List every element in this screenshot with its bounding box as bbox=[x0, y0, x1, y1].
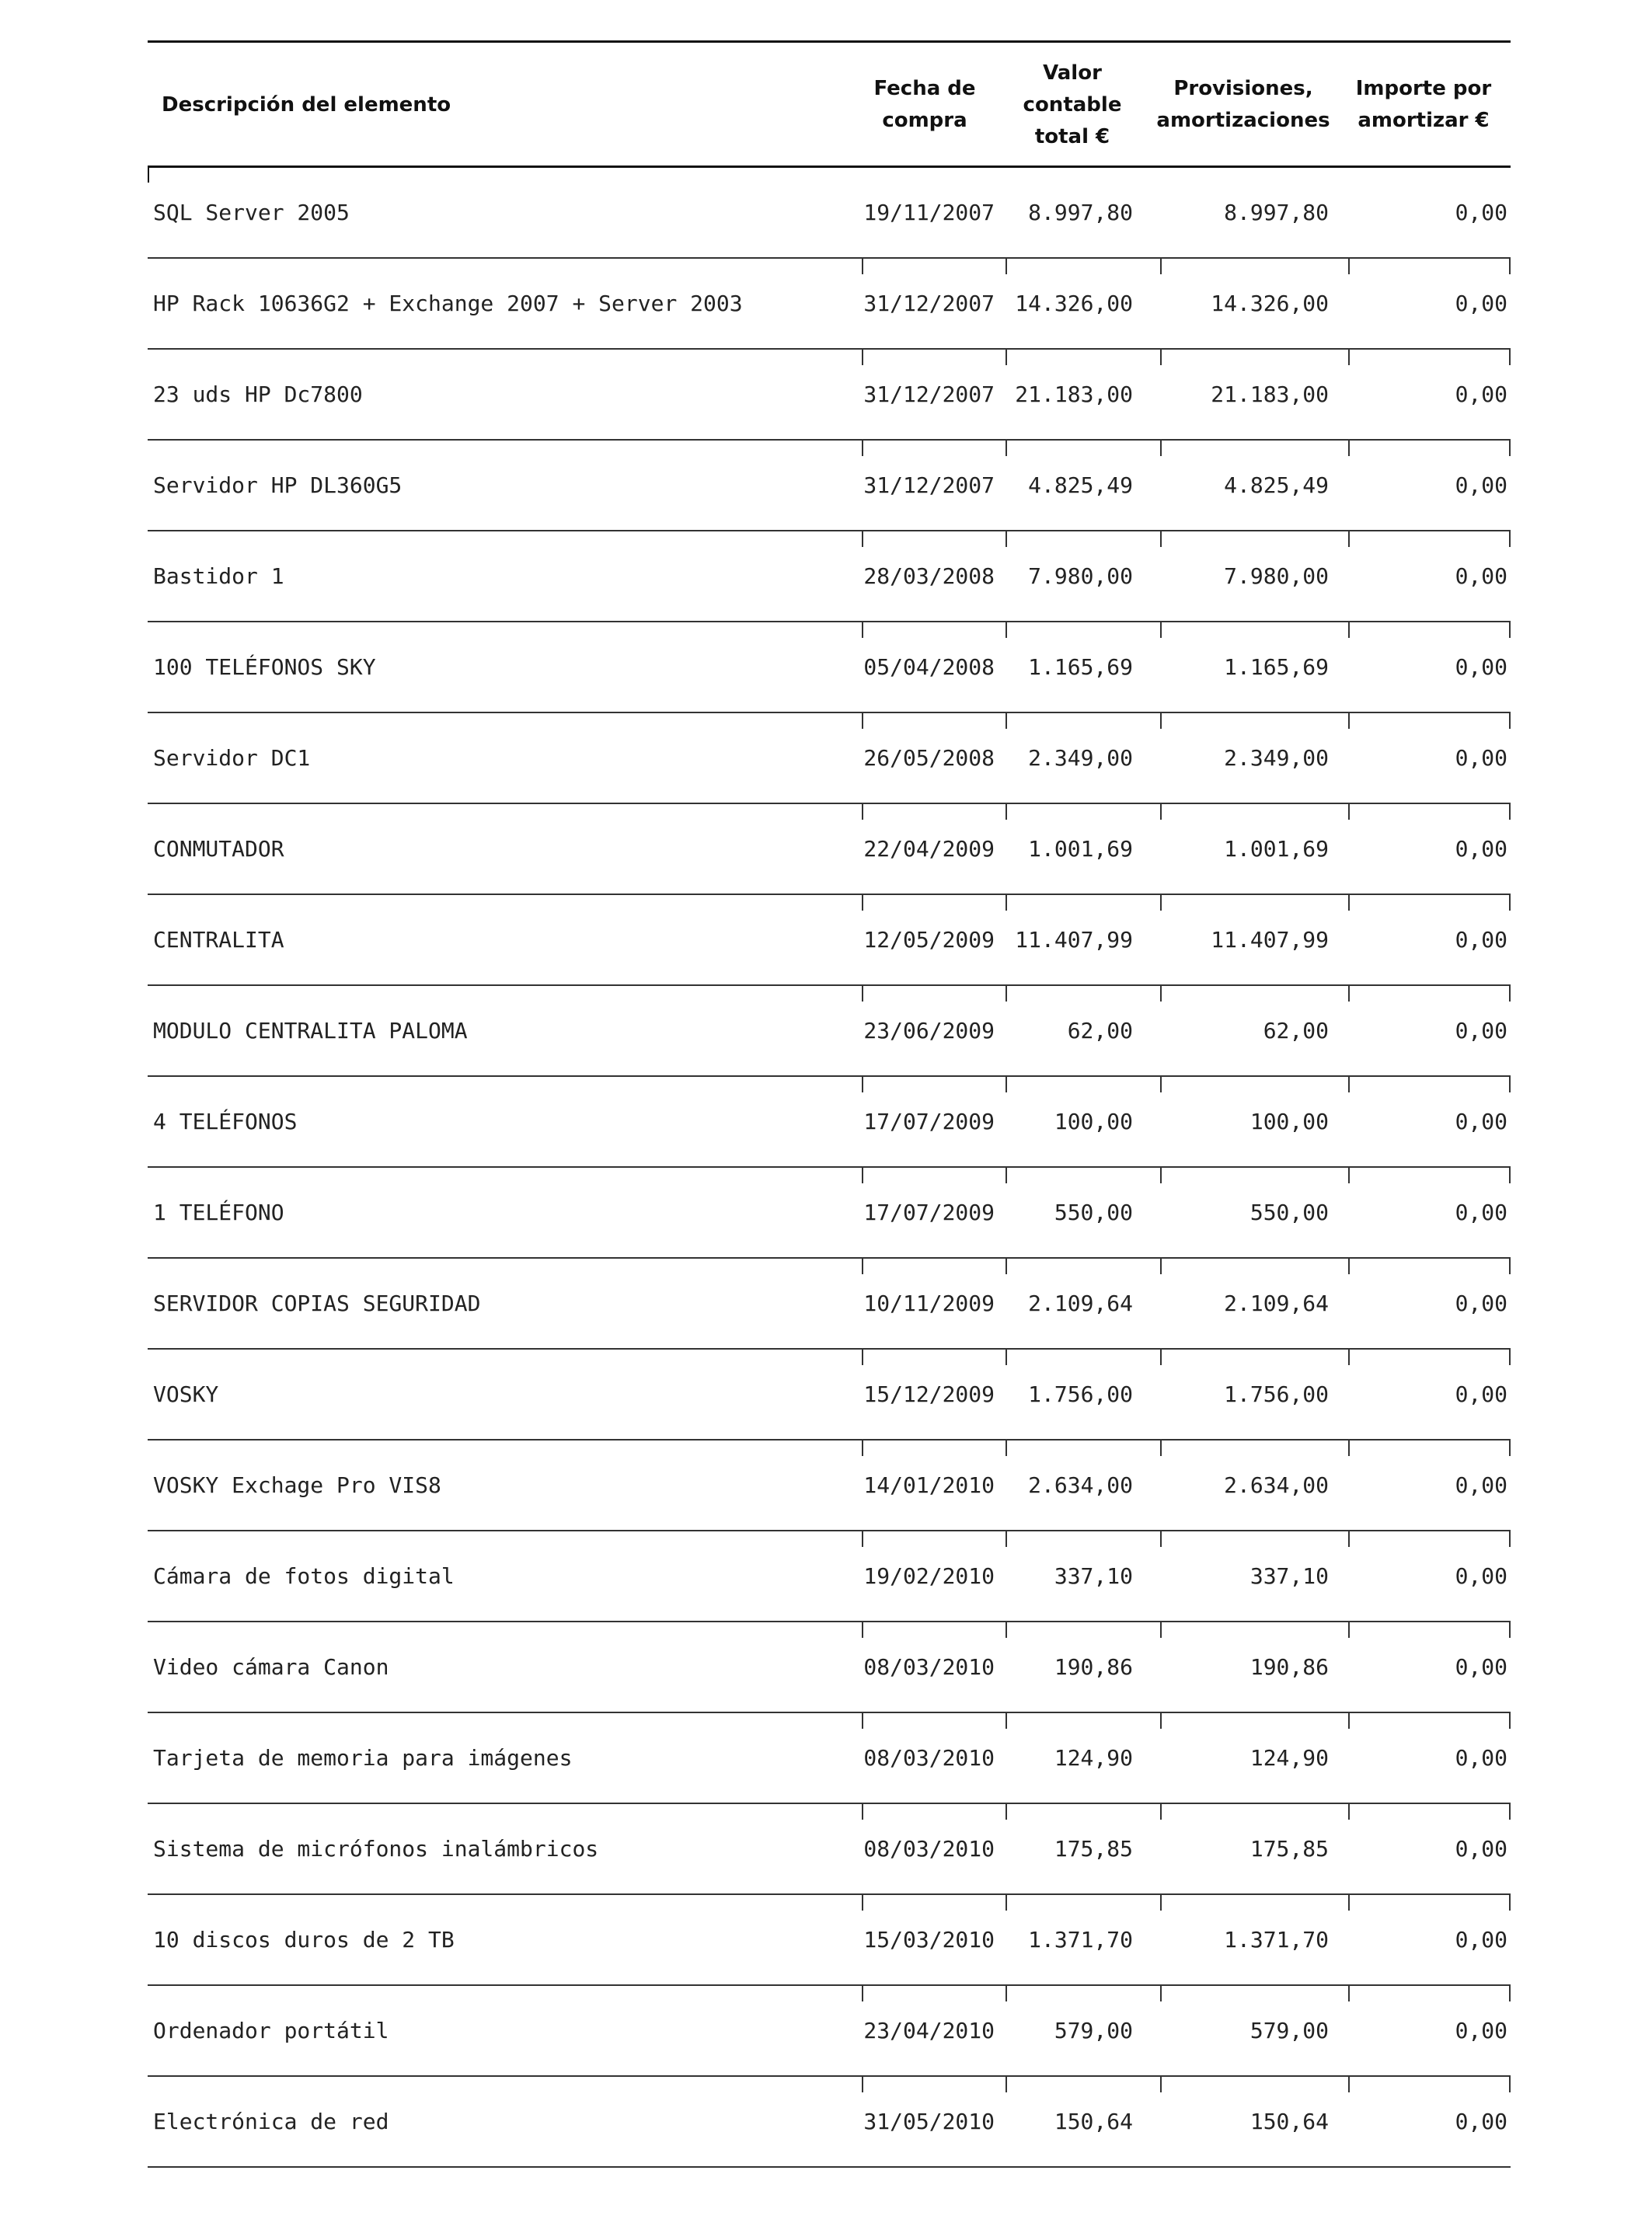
cell-amount-to-amortize: 0,00 bbox=[1455, 200, 1507, 225]
cell-book-value: 150,64 bbox=[1054, 2109, 1133, 2134]
cell-purchase-date: 31/12/2007 bbox=[863, 472, 995, 498]
cell-description: Servidor HP DL360G5 bbox=[153, 472, 403, 498]
cell-book-value: 1.165,69 bbox=[1028, 654, 1133, 680]
column-tick bbox=[1509, 1531, 1511, 1547]
cell-book-value: 14.326,00 bbox=[1015, 291, 1133, 316]
cell-purchase-date: 14/01/2010 bbox=[863, 1472, 995, 1498]
column-tick bbox=[1509, 1350, 1511, 1365]
cell-provisions: 21.183,00 bbox=[1211, 381, 1329, 407]
cell-amount-to-amortize: 0,00 bbox=[1455, 2018, 1507, 2043]
cell-amount-to-amortize: 0,00 bbox=[1455, 1109, 1507, 1134]
cell-purchase-date: 12/05/2009 bbox=[863, 927, 995, 953]
table-row bbox=[148, 1350, 1511, 1440]
cell-description: CONMUTADOR bbox=[153, 836, 284, 862]
table-row bbox=[148, 1986, 1511, 2077]
cell-description: Bastidor 1 bbox=[153, 563, 284, 589]
column-tick bbox=[1509, 1168, 1511, 1183]
column-tick bbox=[1509, 1804, 1511, 1820]
cell-description: Servidor DC1 bbox=[153, 745, 311, 771]
cell-amount-to-amortize: 0,00 bbox=[1455, 654, 1507, 680]
cell-provisions: 150,64 bbox=[1249, 2109, 1329, 2134]
cell-description: 100 TELÉFONOS SKY bbox=[153, 654, 376, 680]
cell-book-value: 337,10 bbox=[1054, 1563, 1133, 1589]
cell-book-value: 550,00 bbox=[1054, 1200, 1133, 1225]
table-header bbox=[148, 43, 1511, 167]
cell-amount-to-amortize: 0,00 bbox=[1455, 745, 1507, 771]
column-tick bbox=[1509, 895, 1511, 911]
cell-purchase-date: 10/11/2009 bbox=[863, 1291, 995, 1316]
cell-amount-to-amortize: 0,00 bbox=[1455, 291, 1507, 316]
cell-description: 4 TELÉFONOS bbox=[153, 1109, 298, 1134]
header-book-value-line: Valor bbox=[1043, 61, 1102, 85]
cell-provisions: 11.407,99 bbox=[1211, 927, 1329, 953]
cell-amount-to-amortize: 0,00 bbox=[1455, 1018, 1507, 1043]
cell-book-value: 2.349,00 bbox=[1028, 745, 1133, 771]
cell-amount-to-amortize: 0,00 bbox=[1455, 1654, 1507, 1680]
header-description bbox=[162, 43, 861, 167]
cell-book-value: 62,00 bbox=[1067, 1018, 1133, 1043]
table-row bbox=[148, 622, 1511, 713]
table-body bbox=[148, 168, 1511, 2168]
table-row bbox=[148, 1531, 1511, 1622]
cell-purchase-date: 31/12/2007 bbox=[863, 291, 995, 316]
header-provisions-line: Provisiones, bbox=[1173, 77, 1313, 100]
cell-purchase-date: 31/12/2007 bbox=[863, 381, 995, 407]
cell-amount-to-amortize: 0,00 bbox=[1455, 381, 1507, 407]
column-tick bbox=[1509, 441, 1511, 456]
column-tick bbox=[1509, 1895, 1511, 1911]
cell-description: SQL Server 2005 bbox=[153, 200, 350, 225]
cell-description: Video cámara Canon bbox=[153, 1654, 389, 1680]
cell-provisions: 62,00 bbox=[1263, 1018, 1329, 1043]
cell-book-value: 1.756,00 bbox=[1028, 1381, 1133, 1407]
cell-book-value: 1.001,69 bbox=[1028, 836, 1133, 862]
table-row bbox=[148, 713, 1511, 804]
cell-description: Sistema de micrófonos inalámbricos bbox=[153, 1836, 599, 1862]
cell-amount-to-amortize: 0,00 bbox=[1455, 1200, 1507, 1225]
column-tick bbox=[1509, 1986, 1511, 2001]
column-tick bbox=[1509, 1077, 1511, 1092]
cell-provisions: 1.756,00 bbox=[1224, 1381, 1329, 1407]
cell-book-value: 8.997,80 bbox=[1028, 200, 1133, 225]
header-purchase-date-line: Fecha de bbox=[873, 77, 976, 100]
cell-book-value: 579,00 bbox=[1054, 2018, 1133, 2043]
column-tick bbox=[1509, 622, 1511, 638]
column-tick bbox=[1509, 713, 1511, 729]
cell-purchase-date: 15/03/2010 bbox=[863, 1927, 995, 1953]
header-book-value-line: contable bbox=[1023, 92, 1122, 117]
column-tick bbox=[1509, 531, 1511, 547]
header-book-value bbox=[995, 43, 1150, 167]
table-row bbox=[148, 168, 1511, 259]
cell-description: VOSKY Exchage Pro VIS8 bbox=[153, 1472, 441, 1498]
column-tick bbox=[1509, 804, 1511, 820]
cell-amount-to-amortize: 0,00 bbox=[1455, 1836, 1507, 1862]
header-provisions-line: amortizaciones bbox=[1156, 109, 1330, 132]
header-book-value-line: total € bbox=[1034, 124, 1110, 148]
cell-purchase-date: 23/06/2009 bbox=[863, 1018, 995, 1043]
cell-provisions: 175,85 bbox=[1249, 1836, 1329, 1862]
header-amount-to-amortize bbox=[1337, 43, 1511, 167]
table-row bbox=[148, 1622, 1511, 1713]
cell-description: Electrónica de red bbox=[153, 2109, 389, 2134]
column-tick bbox=[1509, 1713, 1511, 1729]
cell-purchase-date: 08/03/2010 bbox=[863, 1745, 995, 1771]
cell-provisions: 124,90 bbox=[1249, 1745, 1329, 1771]
cell-amount-to-amortize: 0,00 bbox=[1455, 2109, 1507, 2134]
cell-description: Ordenador portátil bbox=[153, 2018, 389, 2043]
header-amount-line: amortizar € bbox=[1357, 109, 1490, 132]
cell-description: HP Rack 10636G2 + Exchange 2007 + Server 2003 bbox=[153, 291, 743, 316]
cell-provisions: 190,86 bbox=[1249, 1654, 1329, 1680]
cell-book-value: 11.407,99 bbox=[1015, 927, 1133, 953]
cell-provisions: 1.371,70 bbox=[1224, 1927, 1329, 1953]
cell-amount-to-amortize: 0,00 bbox=[1455, 1563, 1507, 1589]
cell-description: Cámara de fotos digital bbox=[153, 1563, 455, 1589]
cell-purchase-date: 19/02/2010 bbox=[863, 1563, 995, 1589]
cell-book-value: 7.980,00 bbox=[1028, 563, 1133, 589]
cell-provisions: 337,10 bbox=[1249, 1563, 1329, 1589]
cell-provisions: 2.349,00 bbox=[1224, 745, 1329, 771]
cell-provisions: 7.980,00 bbox=[1224, 563, 1329, 589]
cell-book-value: 100,00 bbox=[1054, 1109, 1133, 1134]
column-tick bbox=[1509, 2077, 1511, 2092]
column-tick bbox=[1509, 1622, 1511, 1638]
cell-book-value: 21.183,00 bbox=[1015, 381, 1133, 407]
cell-book-value: 1.371,70 bbox=[1028, 1927, 1133, 1953]
cell-purchase-date: 05/04/2008 bbox=[863, 654, 995, 680]
table-row bbox=[148, 1440, 1511, 1531]
cell-book-value: 2.109,64 bbox=[1028, 1291, 1133, 1316]
cell-book-value: 2.634,00 bbox=[1028, 1472, 1133, 1498]
cell-purchase-date: 15/12/2009 bbox=[863, 1381, 995, 1407]
cell-amount-to-amortize: 0,00 bbox=[1455, 836, 1507, 862]
cell-book-value: 4.825,49 bbox=[1028, 472, 1133, 498]
cell-description: 10 discos duros de 2 TB bbox=[153, 1927, 455, 1953]
cell-amount-to-amortize: 0,00 bbox=[1455, 1927, 1507, 1953]
table-row bbox=[148, 350, 1511, 441]
cell-amount-to-amortize: 0,00 bbox=[1455, 927, 1507, 953]
cell-provisions: 2.634,00 bbox=[1224, 1472, 1329, 1498]
cell-description: 1 TELÉFONO bbox=[153, 1200, 284, 1225]
column-tick bbox=[1509, 350, 1511, 365]
cell-description: CENTRALITA bbox=[153, 927, 284, 953]
cell-purchase-date: 31/05/2010 bbox=[863, 2109, 995, 2134]
cell-provisions: 579,00 bbox=[1249, 2018, 1329, 2043]
cell-purchase-date: 26/05/2008 bbox=[863, 745, 995, 771]
cell-provisions: 14.326,00 bbox=[1211, 291, 1329, 316]
header-provisions bbox=[1150, 43, 1337, 167]
cell-description: Tarjeta de memoria para imágenes bbox=[153, 1745, 573, 1771]
cell-amount-to-amortize: 0,00 bbox=[1455, 1745, 1507, 1771]
cell-description: SERVIDOR COPIAS SEGURIDAD bbox=[153, 1291, 481, 1316]
cell-amount-to-amortize: 0,00 bbox=[1455, 1472, 1507, 1498]
cell-purchase-date: 22/04/2009 bbox=[863, 836, 995, 862]
header-description-label: Descripción del elemento bbox=[162, 92, 451, 117]
header-purchase-date bbox=[855, 43, 995, 167]
cell-description: MODULO CENTRALITA PALOMA bbox=[153, 1018, 468, 1043]
cell-provisions: 4.825,49 bbox=[1224, 472, 1329, 498]
cell-provisions: 8.997,80 bbox=[1224, 200, 1329, 225]
table-row bbox=[148, 895, 1511, 986]
table-row bbox=[148, 804, 1511, 895]
cell-amount-to-amortize: 0,00 bbox=[1455, 1381, 1507, 1407]
cell-purchase-date: 23/04/2010 bbox=[863, 2018, 995, 2043]
column-tick bbox=[1509, 986, 1511, 1002]
cell-description: 23 uds HP Dc7800 bbox=[153, 381, 363, 407]
cell-book-value: 175,85 bbox=[1054, 1836, 1133, 1862]
cell-purchase-date: 28/03/2008 bbox=[863, 563, 995, 589]
cell-provisions: 1.165,69 bbox=[1224, 654, 1329, 680]
cell-provisions: 2.109,64 bbox=[1224, 1291, 1329, 1316]
table-row bbox=[148, 986, 1511, 1077]
table-row bbox=[148, 1259, 1511, 1350]
table-row bbox=[148, 441, 1511, 531]
cell-purchase-date: 17/07/2009 bbox=[863, 1109, 995, 1134]
cell-provisions: 1.001,69 bbox=[1224, 836, 1329, 862]
table-row bbox=[148, 1077, 1511, 1168]
cell-provisions: 550,00 bbox=[1249, 1200, 1329, 1225]
column-tick bbox=[1509, 259, 1511, 274]
cell-description: VOSKY bbox=[153, 1381, 219, 1407]
cell-amount-to-amortize: 0,00 bbox=[1455, 563, 1507, 589]
header-purchase-date-line: compra bbox=[882, 109, 967, 132]
table-row bbox=[148, 1168, 1511, 1259]
cell-amount-to-amortize: 0,00 bbox=[1455, 1291, 1507, 1316]
cell-provisions: 100,00 bbox=[1249, 1109, 1329, 1134]
column-tick bbox=[1509, 1259, 1511, 1274]
cell-purchase-date: 08/03/2010 bbox=[863, 1836, 995, 1862]
cell-book-value: 190,86 bbox=[1054, 1654, 1133, 1680]
table-row bbox=[148, 2077, 1511, 2168]
header-amount-line: Importe por bbox=[1355, 77, 1492, 100]
table-row bbox=[148, 1895, 1511, 1986]
table-row bbox=[148, 259, 1511, 350]
table-row bbox=[148, 1804, 1511, 1895]
cell-book-value: 124,90 bbox=[1054, 1745, 1133, 1771]
table-row bbox=[148, 1713, 1511, 1804]
table-row bbox=[148, 531, 1511, 622]
cell-amount-to-amortize: 0,00 bbox=[1455, 472, 1507, 498]
cell-purchase-date: 08/03/2010 bbox=[863, 1654, 995, 1680]
cell-purchase-date: 17/07/2009 bbox=[863, 1200, 995, 1225]
cell-purchase-date: 19/11/2007 bbox=[863, 200, 995, 225]
column-tick bbox=[1509, 1440, 1511, 1456]
